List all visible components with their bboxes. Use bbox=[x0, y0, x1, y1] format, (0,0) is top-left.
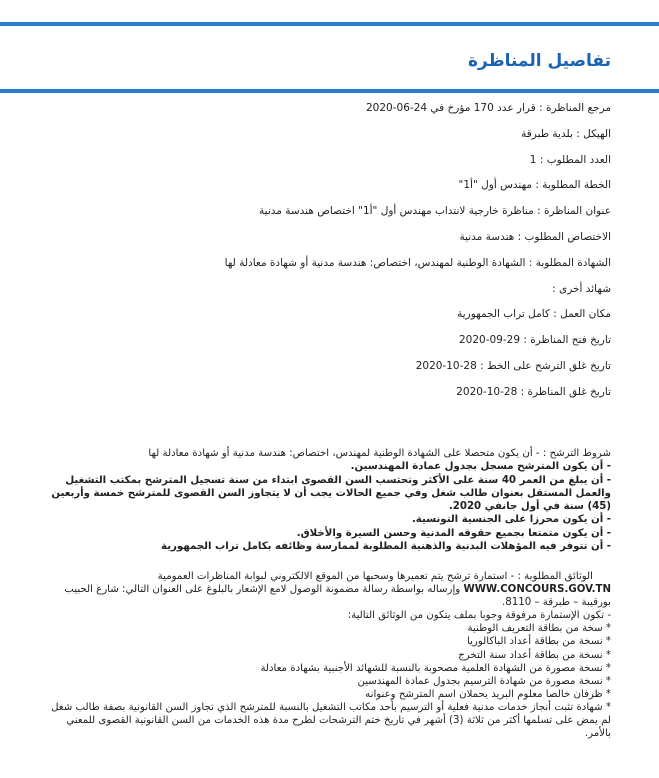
detail-value: كامل تراب الجمهورية bbox=[457, 308, 550, 321]
conditions-line: - أن يبلغ من العمر 40 سنة على الأكثر وتحتسب السن القصوى ابتداء من سنة تسجيل المترشح بمكتب التشغيل والعمل المستقل بعنوان طالب شغل وفي جميع الحالات يجب أن لا يتجاوز السن القصوى للمترشح خمسة وأربعين (45) سنة في أول جانفي 2020. bbox=[51, 474, 611, 513]
detail-close-date bbox=[51, 385, 611, 411]
detail-specialty bbox=[51, 230, 611, 256]
detail-label: الاختصاص المطلوب : bbox=[514, 230, 611, 243]
website-link[interactable]: WWW.CONCOURS.GOV.TN bbox=[463, 584, 611, 596]
conditions-line: - أن تتوفر فيه المؤهلات البدنية والذهنية المطلوبة لممارسة وظائفه بكامل تراب الجمهورية bbox=[161, 541, 611, 553]
detail-label: الهيكل : bbox=[572, 127, 611, 140]
detail-open-date bbox=[51, 333, 611, 359]
detail-value: الشهادة الوطنية لمهندس، اختصاص: هندسة مدنية أو شهادة معادلة لها bbox=[224, 256, 526, 269]
detail-label: تاريخ فتح المناظرة : bbox=[520, 334, 611, 347]
application-conditions bbox=[46, 447, 611, 553]
document-item: * سخة من بطاقة التعريف الوطنية bbox=[467, 623, 611, 635]
document-item: * نسخة مصورة من شهادة الترسيم بجدول عمادة المهندسين bbox=[357, 675, 611, 687]
title-underline-bar bbox=[0, 89, 659, 93]
detail-label: مرجع المناظرة : bbox=[535, 102, 611, 114]
detail-position bbox=[51, 178, 611, 204]
conditions-line: - أن يكون محرزا على الجنسية التونسية. bbox=[411, 514, 611, 526]
competition-details bbox=[51, 101, 611, 411]
detail-label: الشهادة المطلوبة : bbox=[525, 256, 611, 269]
conditions-line bbox=[46, 447, 611, 460]
detail-value: هندسة مدنية bbox=[459, 230, 515, 243]
detail-title bbox=[51, 204, 611, 230]
conditions-line: - أن يكون المترشح مسجل بجدول عمادة المهندسين. bbox=[350, 461, 611, 473]
documents-intro bbox=[46, 570, 611, 583]
detail-label: تاريخ غلق الترشح على الخط : bbox=[476, 359, 611, 372]
documents-label: الوثائق المطلوبة : bbox=[514, 571, 593, 582]
detail-label: تاريخ غلق المناظرة : bbox=[517, 385, 611, 398]
detail-label: عنوان المناظرة : bbox=[533, 205, 611, 218]
detail-value: 1 bbox=[529, 153, 537, 166]
top-accent-bar bbox=[0, 22, 659, 26]
detail-value: بلدية طبرقة bbox=[521, 127, 573, 140]
detail-label: مكان العمل : bbox=[549, 308, 611, 321]
page-header bbox=[0, 44, 611, 80]
detail-value: 29-09-2020 bbox=[458, 334, 521, 347]
document-item: * ظرفان خالصا معلوم البريد يحملان اسم المترشح وعنوانه bbox=[365, 688, 611, 700]
detail-reference bbox=[51, 101, 611, 127]
document-item: * نسخة مصورة من الشهادة العلمية مصحوبة بالنسبة للشهائد الأجنبية بشهادة معادلة bbox=[260, 662, 611, 674]
conditions-text: - أن يكون متحصلا على الشهادة الوطنية لمهندس، اختصاص: هندسة مدنية أو شهادة معادلة لها bbox=[148, 448, 540, 459]
detail-online-close-date bbox=[51, 359, 611, 385]
detail-value: قرار عدد 170 مؤرخ في 24-06-2020 bbox=[365, 102, 536, 114]
documents-intro-text: - استمارة ترشح يتم تعميرها وسحبها من الموقع الالكتروني لبوابة المناظرات العمومية bbox=[157, 571, 515, 582]
detail-value: مهندس أول "أ1" bbox=[458, 179, 533, 192]
document-item: * نسخة من بطاقة أعداد الباكالوريا bbox=[466, 636, 611, 648]
document-item: - تكون الإستمارة مرفوقة وجوبا بملف يتكون من الوثائق التالية: bbox=[347, 610, 611, 622]
detail-other-certificates bbox=[51, 282, 611, 308]
conditions-label: شروط الترشح : bbox=[539, 448, 611, 459]
conditions-line: - أن يكون متمتعا بجميع حقوقه المدنية وحسن السيرة والأخلاق. bbox=[296, 527, 611, 539]
document-item: * نسخة من بطاقة أعداد سنة التخرج bbox=[458, 649, 611, 661]
documents-address bbox=[46, 583, 611, 609]
detail-value: مناظرة خارجية لانتداب مهندس أول "أ1" اختصاص هندسة مدنية bbox=[259, 205, 534, 218]
detail-institution bbox=[51, 127, 611, 153]
detail-degree bbox=[51, 256, 611, 282]
page-title: تفاصيل المناظرة bbox=[467, 51, 611, 71]
detail-workplace bbox=[51, 307, 611, 333]
detail-label: شهائد أخرى : bbox=[552, 282, 611, 295]
detail-count bbox=[51, 153, 611, 179]
detail-value: 28-10-2020 bbox=[415, 359, 477, 372]
detail-value: 28-10-2020 bbox=[456, 385, 518, 398]
required-documents bbox=[46, 570, 611, 740]
detail-label: العدد المطلوب : bbox=[536, 153, 611, 166]
document-item: * شهادة تثبت أنجاز خدمات مدنية فعلية أو الترسيم بأحد مكاتب التشغيل بالنسبة للمترشح الذي تجاوز السن القانونية بصفة طالب شغل لم يمض على تسلمها أكثر من ثلاثة (3) أشهر في تاريخ ختم الترشحات لطرح مدة هذه الخدمات من السن القانونية القصوى للمعني بالأمر. bbox=[51, 701, 611, 740]
documents-address-text: وإرساله بواسطة رسالة مضمونة الوصول لامع الإشعار بالبلوغ على العنوان التالي: شارع الحبيب بورقيبة – طبرقة – 8110. bbox=[64, 584, 611, 609]
detail-label: الخطة المطلوبة : bbox=[532, 179, 611, 192]
